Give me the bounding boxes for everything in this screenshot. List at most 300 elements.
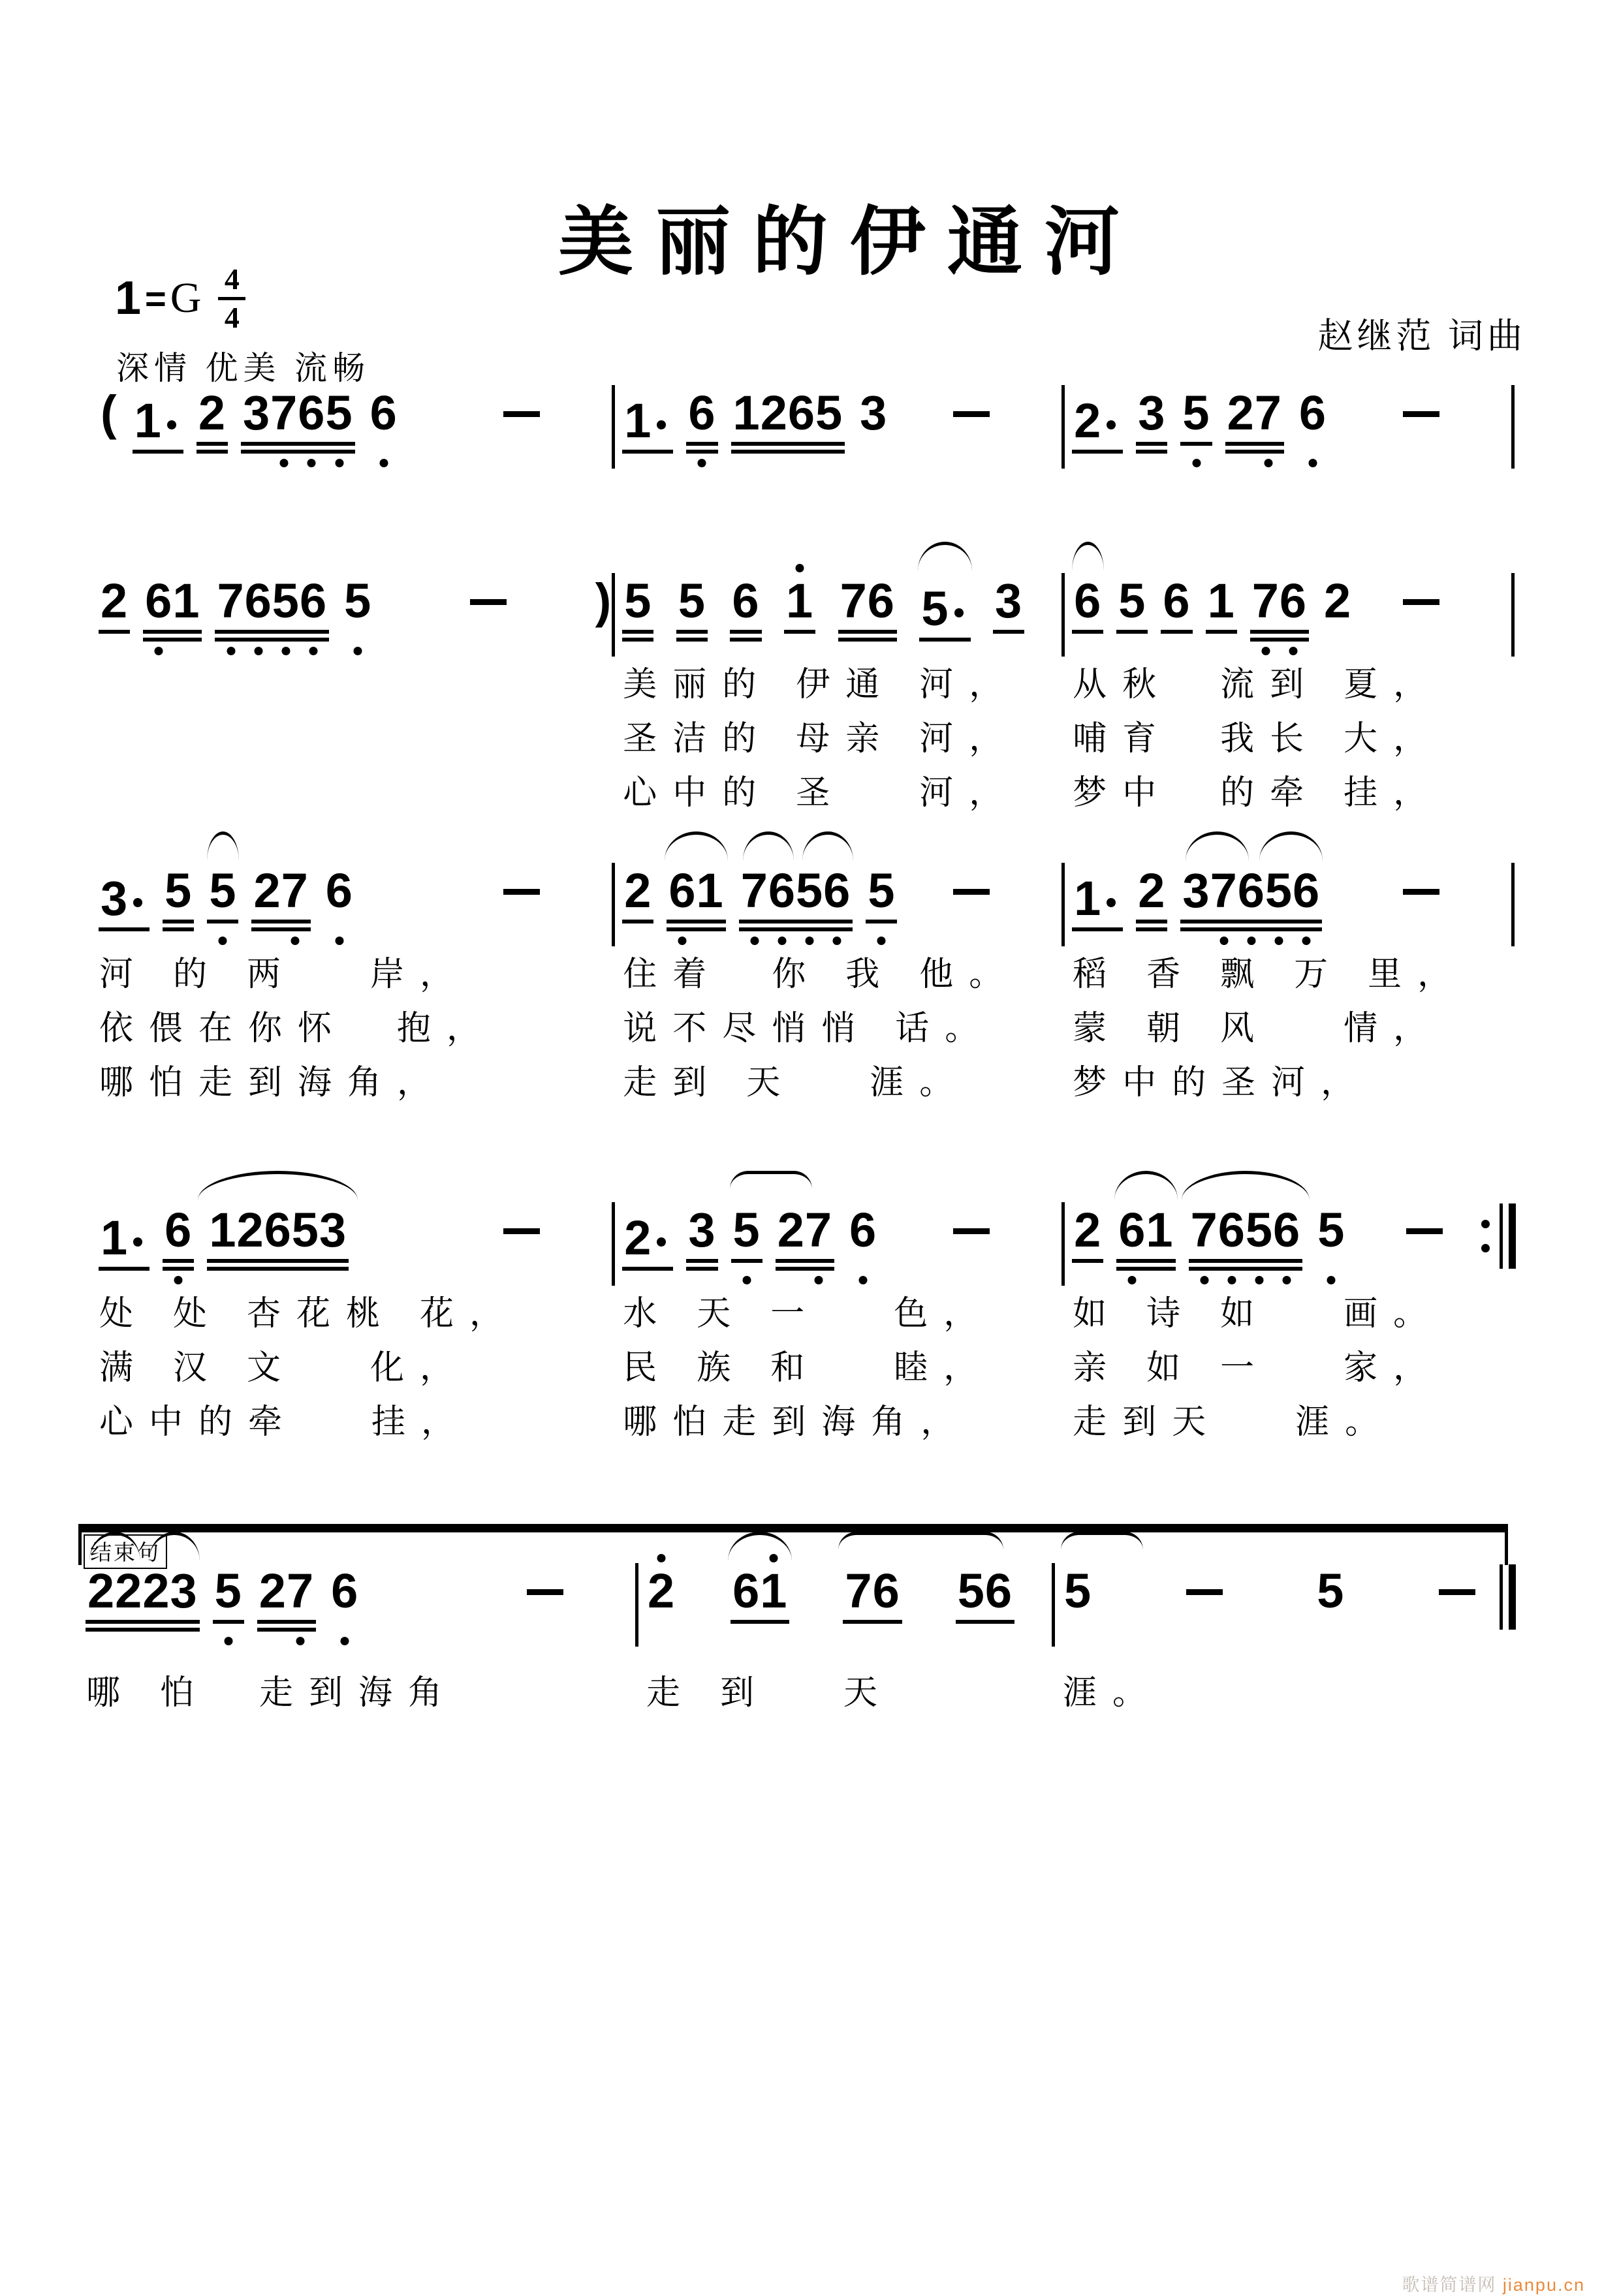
note-digit: 5 (921, 582, 949, 636)
low-octave-dot (859, 1276, 868, 1284)
dash-note (503, 1228, 540, 1234)
beam-line (1189, 1259, 1303, 1263)
note-token (1074, 867, 1121, 923)
beam-line (213, 1620, 244, 1624)
music-system (78, 1542, 1515, 1719)
note-token (101, 574, 129, 628)
repeat-end-barline (1481, 1203, 1516, 1269)
lyric-cell: 心中的 圣 河， (623, 775, 1019, 812)
beam-line (257, 1620, 316, 1624)
note-token (1207, 574, 1235, 628)
note-token (344, 574, 372, 628)
note-token (1251, 574, 1308, 628)
music-system (91, 385, 1515, 469)
note-token (165, 863, 193, 918)
lyric-cell: 住着 你 我 他。 (623, 956, 1019, 993)
note-digit: 2 (236, 1203, 264, 1257)
note-token (668, 863, 724, 918)
note-token (217, 574, 328, 628)
lyric-cell: 河 的 两 岸， (99, 956, 470, 993)
note-digit: 3 (170, 1564, 198, 1618)
lyric-cell: 水 天 一 色， (623, 1295, 994, 1333)
note-digit: 6 (264, 1203, 292, 1257)
slur-arc (743, 831, 794, 861)
note-digit: 7 (845, 1564, 873, 1618)
note-token (732, 1203, 761, 1257)
note-token (1118, 1203, 1174, 1257)
note-digit: 5 (815, 386, 843, 440)
note-digit: 2 (1074, 1203, 1102, 1257)
note-digit: 7 (1252, 577, 1280, 625)
watermark (1389, 2250, 1585, 2296)
note-digit (162, 389, 181, 437)
note-digit: 7 (840, 574, 868, 628)
slur-arc (665, 831, 729, 861)
beam-line (241, 450, 355, 454)
low-octave-dot (1192, 459, 1201, 467)
ending-label: 结束句 (84, 1534, 167, 1569)
beam-line (838, 638, 897, 642)
beam-line (1180, 927, 1322, 931)
dash-note (1403, 889, 1439, 895)
note-digit: 6 (1118, 1206, 1146, 1254)
note-token (1298, 386, 1327, 440)
low-octave-dot (1261, 647, 1270, 655)
beam-line (163, 920, 194, 923)
beam-line (99, 630, 130, 634)
beam-line (99, 927, 149, 931)
note-digit: 1 (101, 1211, 129, 1265)
dash-note (503, 889, 540, 895)
slur-arc (1186, 831, 1249, 861)
note-token (1324, 574, 1352, 628)
beam-line (251, 920, 310, 923)
lyric-cell (91, 711, 615, 765)
note-digit: 6 (1163, 574, 1191, 628)
note-digit: 6 (1273, 1206, 1300, 1254)
note-digit: 3 (1138, 386, 1166, 440)
lyric-cell (91, 765, 615, 819)
beam-line (1189, 1267, 1303, 1271)
slur-arc (838, 1532, 1003, 1561)
note-token (849, 1203, 877, 1257)
note-token (1074, 574, 1102, 628)
beam-line (784, 630, 815, 634)
ending-bracket (78, 1524, 1508, 1565)
note-digit: 1 (786, 577, 813, 625)
beam-line (1116, 1259, 1175, 1263)
low-octave-dot (379, 459, 388, 467)
note-digit (128, 1206, 148, 1254)
measure (91, 573, 615, 657)
dash-note (470, 599, 507, 605)
note-digit: 1 (732, 386, 761, 440)
note-token (624, 1206, 671, 1265)
bracket-glyph (101, 386, 118, 440)
note-token (648, 1564, 676, 1618)
beam-line (207, 920, 238, 923)
note-token (134, 389, 181, 448)
lyric-cell: 依偎在你怀 抱， (99, 1010, 497, 1047)
note-token (209, 863, 237, 918)
slur-arc (1072, 542, 1104, 571)
note-digit: 6 (326, 867, 353, 915)
note-token (921, 577, 968, 636)
fraction-bar (218, 297, 245, 300)
note-digit: 7 (741, 867, 768, 915)
note-digit: 5 (1182, 389, 1210, 437)
note-token (860, 386, 888, 440)
note-token (101, 1206, 148, 1265)
low-octave-dot (1308, 459, 1317, 467)
note-digit: 5 (165, 863, 193, 918)
note-token (732, 574, 760, 628)
lyrics-row (91, 765, 1515, 819)
note-digit (652, 1206, 671, 1254)
beam-line (1072, 927, 1123, 931)
beam-line (1225, 442, 1284, 446)
lyric-cell: 亲 如 一 家， (1073, 1350, 1443, 1387)
beam-line (667, 927, 725, 931)
duration-dot (133, 898, 142, 907)
beam-line (622, 1267, 673, 1271)
dash-note (1439, 1589, 1475, 1595)
beam-line (843, 1620, 902, 1624)
bracket-glyph (595, 574, 612, 628)
note-token (1190, 1203, 1301, 1257)
note-digit: 6 (1238, 867, 1265, 915)
low-octave-dot (1302, 937, 1311, 945)
beam-line (676, 630, 708, 634)
beam-line (241, 442, 355, 446)
lyrics-row (78, 1665, 1515, 1719)
note-token (214, 1564, 242, 1618)
note-digit: 2 (142, 1564, 170, 1618)
note-token (624, 574, 652, 628)
key-signature (115, 256, 245, 341)
beam-line (1225, 450, 1284, 454)
lyric-cell: 稻 香 飘 万 里， (1073, 956, 1468, 993)
duration-dot (133, 1237, 142, 1247)
lyric-cell: 梦中的圣河， (1073, 1064, 1371, 1102)
beam-line (143, 638, 202, 642)
beam-line (730, 630, 761, 634)
note-digit: 2 (624, 863, 652, 918)
low-octave-dot (155, 647, 163, 655)
note-digit: 6 (688, 389, 715, 437)
time-signature (218, 264, 245, 333)
note-digit: 5 (733, 1206, 761, 1254)
measure (1065, 573, 1515, 657)
note-token (786, 574, 814, 628)
dash-note (1403, 599, 1439, 605)
lyrics-row (91, 1001, 1515, 1055)
notes-row (91, 863, 1515, 946)
beam-line (1206, 630, 1237, 634)
lyric-cell: 涯。 (1063, 1675, 1163, 1712)
beam-line (622, 630, 653, 634)
note-digit: 7 (270, 389, 298, 437)
note-digit: 2 (648, 1567, 675, 1615)
note-digit (1101, 389, 1121, 437)
note-digit: 2 (1138, 863, 1166, 918)
note-digit: 7 (217, 577, 244, 625)
beam-line (1136, 927, 1167, 931)
note-digit: 5 (796, 867, 823, 915)
note-digit: 2 (101, 574, 129, 628)
beam-line (1072, 1259, 1103, 1263)
low-octave-dot (1219, 937, 1228, 945)
low-octave-dot (307, 459, 316, 467)
low-octave-dot (335, 937, 343, 945)
note-digit: 6 (1299, 389, 1327, 437)
key-tonic: 1 (115, 272, 142, 324)
low-octave-dot (814, 1276, 823, 1284)
slur-arc (207, 831, 239, 861)
dash-note (953, 1228, 990, 1234)
music-system (91, 573, 1515, 819)
lyric-cell: 美丽的 伊通 河， (623, 666, 1019, 704)
lyric-cell: 走到天 涯。 (1073, 1404, 1395, 1441)
note-digit: 6 (823, 867, 851, 915)
note-token (87, 1564, 198, 1618)
lyric-cell: 如 诗 如 画。 (1073, 1295, 1443, 1333)
beam-line (739, 920, 853, 923)
notes-row (91, 385, 1515, 469)
beam-line (196, 450, 228, 454)
beam-line (1180, 442, 1212, 446)
low-octave-dot (335, 459, 343, 467)
note-digit: 6 (1218, 1206, 1246, 1254)
note-digit: 5 (1118, 574, 1146, 628)
lyric-cell: 走到 天 涯。 (623, 1064, 969, 1102)
note-token (840, 574, 895, 628)
measure (91, 863, 615, 946)
note-token (688, 386, 716, 440)
low-octave-dot (778, 937, 786, 945)
beam-line (731, 442, 845, 446)
note-digit: 2 (760, 386, 788, 440)
lyric-cell: 说不尽悄悄 话。 (623, 1010, 995, 1047)
high-octave-dot (796, 564, 804, 572)
beam-line (686, 1267, 717, 1271)
note-token (259, 1564, 315, 1618)
notes-row (91, 1202, 1515, 1286)
beam-line (207, 1267, 349, 1271)
low-octave-dot (254, 647, 262, 655)
beam-line (676, 638, 708, 642)
beam-line (993, 630, 1024, 634)
note-digit: 5 (272, 577, 300, 625)
duration-dot (1107, 898, 1116, 907)
music-system (91, 863, 1515, 1109)
lyric-cell: 哪怕走到海角， (623, 1404, 971, 1441)
note-digit: 2 (1324, 574, 1352, 628)
note-digit: 3 (994, 574, 1023, 628)
note-digit (128, 867, 148, 915)
note-token (868, 863, 896, 918)
low-octave-dot (227, 647, 235, 655)
low-octave-dot (1255, 1276, 1263, 1284)
beam-line (1072, 450, 1123, 454)
beam-line (1250, 630, 1309, 634)
beam-line (1180, 920, 1322, 923)
note-digit: 6 (668, 867, 696, 915)
note-digit: 2 (253, 863, 281, 918)
note-digit: 3 (688, 1203, 716, 1257)
tempo-marking: 深情 优美 流畅 (116, 350, 370, 386)
note-token (369, 386, 398, 440)
note-digit: 6 (331, 1567, 358, 1615)
note-digit: 6 (298, 389, 325, 437)
time-denominator: 4 (224, 300, 240, 334)
note-digit: 6 (1074, 574, 1102, 628)
beam-line (776, 1259, 834, 1263)
measure (91, 1202, 615, 1286)
beam-line (133, 450, 183, 454)
duration-dot (657, 1237, 666, 1247)
duration-dot (954, 608, 964, 617)
note-token (1074, 1203, 1102, 1257)
slur-arc (1182, 1171, 1310, 1200)
note-digit: 2 (259, 1564, 287, 1618)
note-token (325, 863, 353, 918)
lyrics-row (91, 1286, 1515, 1340)
note-digit: 3 (1182, 863, 1210, 918)
note-token (1118, 574, 1146, 628)
note-token (165, 1203, 193, 1257)
low-octave-dot (1247, 937, 1255, 945)
low-octave-dot (698, 459, 706, 467)
measure (1055, 1563, 1515, 1647)
note-digit: 2 (115, 1564, 143, 1618)
low-octave-dot (219, 937, 227, 945)
beam-line (1136, 920, 1167, 923)
beam-line (1072, 630, 1103, 634)
beam-line (1116, 1267, 1175, 1271)
note-digit: 5 (1064, 1564, 1092, 1618)
measure (615, 863, 1065, 946)
note-token (1064, 1564, 1092, 1618)
low-octave-dot (678, 937, 687, 945)
note-digit: 1 (1074, 871, 1102, 925)
note-digit: 6 (849, 1206, 877, 1254)
low-octave-dot (296, 1637, 305, 1645)
low-octave-dot (1128, 1276, 1137, 1284)
low-octave-dot (1274, 937, 1283, 945)
note-digit: 7 (1191, 1206, 1218, 1254)
lyrics-row (91, 657, 1515, 711)
slur-arc (1061, 1532, 1143, 1561)
low-octave-dot (1327, 1276, 1336, 1284)
note-digit: 1 (172, 574, 200, 628)
slur-arc (198, 1171, 358, 1200)
duration-dot (167, 420, 176, 429)
lyric-cell: 从秋 流到 夏， (1073, 666, 1443, 704)
note-digit: 5 (1317, 1564, 1345, 1618)
music-system (91, 1202, 1515, 1448)
measure (638, 1563, 1055, 1647)
note-digit (652, 389, 671, 437)
note-digit: 1 (134, 394, 162, 448)
lyric-cell: 走 到 天 (646, 1675, 894, 1712)
watermark-site-name: 歌谱简谱网 (1402, 2275, 1497, 2295)
note-digit: 3 (319, 1203, 347, 1257)
note-digit: 6 (165, 1206, 192, 1254)
note-token (688, 1203, 716, 1257)
note-digit: 6 (787, 386, 816, 440)
equals-sign: = (145, 277, 166, 319)
note-token (1317, 1564, 1345, 1618)
slur-arc (918, 542, 973, 571)
note-digit: 7 (1255, 389, 1282, 437)
measure (1065, 863, 1515, 946)
final-barline (1500, 1564, 1516, 1630)
note-digit: 5 (325, 389, 353, 437)
lyrics-row (91, 711, 1515, 765)
low-octave-dot (877, 937, 886, 945)
note-digit: ) (595, 574, 612, 628)
low-octave-dot (1264, 459, 1272, 467)
repeat-dots (1481, 1203, 1490, 1269)
note-token (994, 574, 1023, 628)
note-digit: 6 (300, 577, 327, 625)
dash-note (953, 411, 990, 417)
note-token (957, 1564, 1013, 1618)
beam-line (163, 1267, 194, 1271)
lyric-cell: 蒙 朝 风 情， (1073, 1010, 1443, 1047)
note-token (145, 574, 200, 628)
note-digit: 6 (1280, 577, 1307, 625)
beam-line (776, 1267, 834, 1271)
dash-note (1403, 411, 1439, 417)
note-token (732, 386, 843, 440)
beam-line (956, 1620, 1014, 1624)
low-octave-dot (750, 937, 759, 945)
notes-row (91, 573, 1515, 657)
measure (1065, 1202, 1515, 1286)
low-octave-dot (1283, 1276, 1291, 1284)
measure (1065, 385, 1515, 469)
note-digit: 2 (87, 1564, 116, 1618)
note-token (1317, 1203, 1345, 1257)
watermark-domain: jianpu.cn (1496, 2275, 1585, 2295)
beam-line (251, 927, 310, 931)
note-digit: 5 (1317, 1206, 1345, 1254)
note-digit: 5 (291, 1203, 319, 1257)
beam-line (86, 1628, 200, 1632)
note-token (1138, 863, 1166, 918)
beam-line (838, 630, 897, 634)
lyric-cell: 哺育 我长 大， (1073, 721, 1443, 758)
low-octave-dot (354, 647, 362, 655)
beam-line (215, 630, 329, 634)
lyric-cell (91, 657, 615, 711)
note-token (624, 389, 671, 448)
note-digit: 3 (860, 386, 888, 440)
lyric-cell: 哪 怕 走到海角 (86, 1675, 458, 1712)
lyric-cell: 梦中 的牵 挂， (1073, 775, 1443, 812)
note-token (777, 1203, 833, 1257)
duration-dot (657, 420, 666, 429)
note-digit: 5 (957, 1564, 985, 1618)
beam-line (622, 920, 653, 923)
low-octave-dot (1200, 1276, 1208, 1284)
note-digit: 3 (101, 871, 129, 925)
note-digit: 1 (1207, 574, 1235, 628)
beam-line (1116, 630, 1148, 634)
note-token (845, 1564, 900, 1618)
